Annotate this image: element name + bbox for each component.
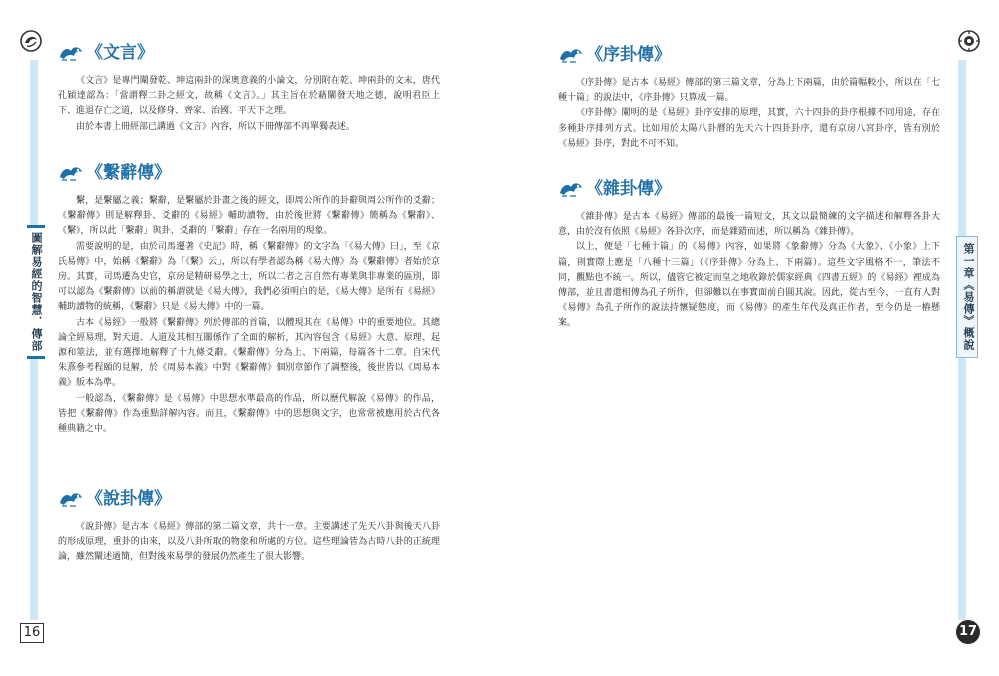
section-title: 《說卦傳》	[86, 489, 171, 509]
section-zagua	[558, 176, 940, 332]
left-page	[0, 0, 499, 676]
paragraph: 《序卦傳》闡明的是《易經》卦序安排的原理，其實，六十四卦的卦序根據不同用途，存在多種卦序排列方式。比如用於太陽八卦曆的先天六十四卦卦序，還有京房八宮卦序，皆有別於《易經》卦序，對此不可不知。	[558, 108, 940, 149]
dragon-ornament-icon	[58, 489, 84, 509]
section-title: 《文言》	[86, 43, 154, 63]
paragraph: 一般認為，《繫辭傳》是《易傳》中思想水準最高的作品，所以歷代解說《易傳》的作品，皆把《繫辭傳》作為重點詳解內容。而且，《繫辭傳》中的思想與文字，也常常被應用於古代各種典籍之中。	[58, 393, 440, 435]
dragon-ornament-icon	[558, 45, 584, 65]
section-shuogua	[58, 486, 440, 566]
chapter-side-label: 第一章《易傳》概說	[956, 236, 978, 358]
right-page	[500, 0, 999, 676]
section-wenyan	[58, 40, 440, 135]
swirl-emblem-icon	[20, 30, 42, 52]
paragraph: 《說卦傳》是古本《易經》傳部的第二篇文章，共十一章。主要講述了先天八卦與後天八卦的形成原理，重卦的由來，以及八卦所取的物象和所處的方位。這些理論皆為古時八卦的正統理論，雖然闡述過簡，但對後來易學的發展仍然產生了很大影響。	[58, 522, 440, 563]
section-heading	[58, 160, 440, 186]
section-xugua	[558, 42, 940, 152]
page-number: 16	[20, 623, 44, 643]
section-heading	[58, 486, 440, 512]
section-title: 《繫辭傳》	[86, 163, 171, 183]
paragraph: 以上，便是「七種十篇」的《易傳》內容，如果將《象辭傳》分為《大象》、《小象》上下篇，則實際上應是「八種十三篇」（《序卦傳》分為上、下兩篇）。這些文字風格不一，筆法不同，觀點也不統一。所以，儘管它被定而皇之地收錄於儒家經典《四書五經》的《易經》裡成為傳部，並且書還相傳為孔子所作，但卻難以在事實面前自圓其說。因此，從古至今，一直有人對《易傳》為孔子所作的說法持懷疑態度，而《易傳》的產生年代及真正作者，至今仍是一樁懸案。	[558, 242, 940, 329]
paragraph: 繫，是繫屬之義；繫辭，是繫屬於卦畫之後的經文，即周公所作的卦辭與周公所作的爻辭；《繫辭傳》則是解釋卦、爻辭的《易經》輔助讀物，由於後世將《繫辭傳》簡稱為《繫辭》、《繫》，所以此「繫辭」與卦、爻辭的「繫辭」存在一名兩用的現象。	[58, 196, 440, 237]
section-heading	[58, 40, 440, 66]
paragraph: 《雜卦傳》是古本《易經》傳部的最後一篇短文，其文以最簡練的文字描述和解釋各卦大意，由於沒有依照《易經》各卦次序，而是雜錯而述，所以稱為《雜卦傳》。	[558, 212, 940, 238]
section-xici	[58, 160, 440, 437]
dragon-ornament-icon	[58, 163, 84, 183]
dragon-ornament-icon	[58, 43, 84, 63]
paragraph: 需要說明的是，由於司馬遷著《史記》時，稱《繫辭傳》的文字為「《易大傳》曰」，至《京氏易傳》中，始稱《繫辭》為「《繫》云」，所以有學者認為稱《易大傳》為《繫辭傳》者始於京房。其實，司馬遷為史官，京房是精研易學之士，所以二者之言自然有專業與非專業的區別，即可以認為《繫辭傳》以前的稱謂就是《易大傳》，我們必須明白的是，《易大傳》是所有《易經》輔助讀物的統稱，《繫辭》只是《易大傳》中的一篇。	[58, 241, 440, 313]
dragon-ornament-icon	[558, 179, 584, 199]
section-title: 《雜卦傳》	[586, 179, 671, 199]
paragraph: 《文言》是專門闡發乾、坤這兩卦的深奧意義的小論文，分別附在乾、坤兩卦的文末，唐代孔穎達認為：「當謂釋二卦之經文，故稱《文言》。」其主旨在於藉闡發天地之德，說明君臣上下、進退存亡之道，以及修身、齊家、治國、平天下之理。	[58, 76, 440, 117]
bagua-emblem-icon	[958, 30, 980, 52]
page-number: 17	[956, 620, 980, 644]
section-title: 《序卦傳》	[586, 45, 671, 65]
paragraph: 由於本書上冊經部已講過《文言》內容，所以下冊傳部不再單獨表述。	[76, 121, 356, 132]
paragraph: 古本《易經》一般將《繫辭傳》列於傳部的首篇，以體現其在《易傳》中的重要地位。其總論全經易理，對天道、人道及其相互關係作了全面的解析，其內容包含《易經》大意、原理、起源和筮法，並有選擇地解釋了十九條爻辭。《繫辭傳》分為上、下兩篇，每篇各十二章。自宋代朱熹參考程頤的見解，於《周易本義》中對《繫辭傳》個別章節作了調整後，後世皆以《周易本義》版本為準。	[58, 317, 440, 389]
section-heading	[558, 176, 940, 202]
paragraph: 《序卦傳》是古本《易經》傳部的第三篇文章，分為上下兩篇，由於篇幅較小，所以在「七種十篇」的說法中，《序卦傳》只算成一篇。	[558, 78, 940, 104]
section-heading	[558, 42, 940, 68]
book-title-side-label: 圖解易經的智慧．傳部	[27, 225, 45, 359]
